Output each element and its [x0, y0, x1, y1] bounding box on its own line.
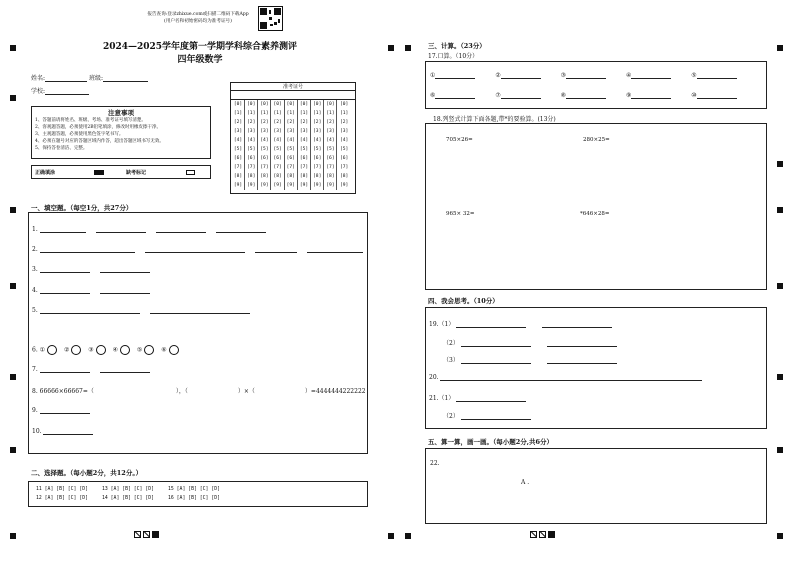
- exam-id-bubble[interactable]: [2]: [313, 120, 322, 125]
- choice-group[interactable]: 15 [A] [B] [C] [D]: [168, 487, 220, 492]
- slash-box-icon: [143, 531, 150, 538]
- exam-id-bubble[interactable]: [2]: [299, 120, 309, 125]
- exam-id-bubble[interactable]: [4]: [233, 138, 243, 143]
- notes-box: [31, 106, 211, 159]
- exam-id-bubble[interactable]: [9]: [339, 183, 349, 188]
- q7-row: [32, 366, 160, 373]
- exam-id-bubble[interactable]: [5]: [247, 147, 256, 152]
- exam-id-bubble[interactable]: [2]: [273, 120, 282, 125]
- section5-box: [425, 448, 767, 524]
- exam-id-bubble[interactable]: [0]: [233, 102, 243, 107]
- exam-id-bubble[interactable]: [7]: [247, 165, 256, 170]
- q4-row: [32, 287, 160, 294]
- oral-item-label: ④: [625, 72, 632, 79]
- exam-id-bubble[interactable]: [9]: [260, 183, 269, 188]
- solid-box-icon: [548, 531, 555, 538]
- exam-id-column: [324, 100, 337, 190]
- q21-label: （2）: [443, 413, 459, 420]
- answer-blank[interactable]: [456, 395, 526, 402]
- exam-id-bubble[interactable]: [5]: [260, 147, 269, 152]
- q3-row: [32, 266, 160, 273]
- answer-blank[interactable]: [100, 266, 150, 273]
- alignment-mark: [777, 447, 783, 453]
- exam-id-bubble[interactable]: [8]: [326, 174, 335, 179]
- answer-blank[interactable]: [461, 357, 531, 364]
- exam-id-column: [311, 100, 324, 190]
- exam-id-bubble[interactable]: [5]: [339, 147, 349, 152]
- answer-blank[interactable]: [40, 226, 86, 233]
- calc-item: 965× 32=: [446, 211, 475, 217]
- q8-mid1: ），（: [175, 388, 188, 395]
- q2-row: [32, 246, 373, 253]
- exam-id-bubble[interactable]: [1]: [260, 111, 269, 116]
- q19-label: 19.（1）: [429, 321, 455, 328]
- exam-id-bubble[interactable]: [8]: [260, 174, 269, 179]
- q18-label: 18.列竖式计算下面各题,带*的要验算。(13分): [433, 114, 559, 123]
- report-notice-line1: 报告查询:登录zhixue.com或扫描二维码下载App: [147, 12, 249, 17]
- exam-id-bubble[interactable]: [3]: [233, 129, 243, 134]
- exam-id-bubble[interactable]: [8]: [233, 174, 243, 179]
- answer-blank[interactable]: [145, 246, 245, 253]
- oral-calc-box: [425, 61, 767, 109]
- answer-blank[interactable]: [40, 307, 140, 314]
- q6-item-label: ③: [88, 346, 94, 354]
- exam-id-bubble[interactable]: [3]: [286, 129, 295, 134]
- q6-item-label: ①: [39, 346, 46, 354]
- choice-group[interactable]: 13 [A] [B] [C] [D]: [102, 487, 154, 492]
- answer-blank[interactable]: [40, 407, 90, 414]
- exam-id-bubble[interactable]: [0]: [260, 102, 269, 107]
- answer-blank[interactable]: [547, 340, 617, 347]
- oral-item-label: ①: [430, 72, 436, 79]
- answer-blank[interactable]: [40, 266, 90, 273]
- exam-id-bubble[interactable]: [4]: [313, 138, 322, 143]
- notes-item: 3、主观题答题，必须使用黑色签字笔书写。: [35, 132, 124, 137]
- q8-row: [32, 386, 366, 395]
- answer-blank[interactable]: [461, 413, 531, 420]
- q6-item-label: ②: [63, 346, 70, 354]
- alignment-mark: [10, 533, 16, 539]
- answer-blank[interactable]: [156, 226, 206, 233]
- alignment-mark: [405, 45, 411, 51]
- exam-id-bubble[interactable]: [5]: [273, 147, 282, 152]
- q19-label: （2）: [443, 340, 459, 347]
- section3-title: 三、计算。（23分）: [428, 42, 486, 50]
- q8-start: 8. 66666×66667=（: [32, 388, 94, 395]
- exam-id-bubble[interactable]: [4]: [260, 138, 269, 143]
- exam-id-bubble[interactable]: [2]: [326, 120, 335, 125]
- answer-blank[interactable]: [150, 307, 250, 314]
- answer-blank[interactable]: [255, 246, 297, 253]
- exam-id-bubble[interactable]: [5]: [299, 147, 309, 152]
- exam-id-column: [298, 100, 311, 190]
- q6-item-label: ⑥: [161, 346, 167, 354]
- q5-row: [32, 307, 260, 314]
- student-info-row1: [31, 73, 158, 82]
- answer-blank[interactable]: [697, 92, 737, 99]
- alignment-mark: [777, 374, 783, 380]
- exam-id-column: [272, 100, 285, 190]
- exam-id-bubble[interactable]: [1]: [339, 111, 349, 116]
- answer-blank[interactable]: [631, 92, 671, 99]
- exam-id-bubble[interactable]: [6]: [247, 156, 256, 161]
- answer-blank[interactable]: [307, 246, 363, 253]
- exam-id-bubble[interactable]: [9]: [299, 183, 309, 188]
- absent-mark-box[interactable]: [186, 170, 195, 175]
- answer-blank[interactable]: [100, 366, 150, 373]
- q19-label: （3）: [443, 357, 459, 364]
- q19-row: [443, 355, 627, 364]
- exam-id-bubble[interactable]: [8]: [247, 174, 256, 179]
- exam-id-bubble[interactable]: [2]: [286, 120, 295, 125]
- answer-blank[interactable]: [461, 340, 531, 347]
- exam-id-column: [338, 100, 351, 190]
- exam-id-bubble[interactable]: [6]: [299, 156, 309, 161]
- exam-id-bubble[interactable]: [1]: [326, 111, 335, 116]
- exam-id-bubble[interactable]: [1]: [286, 111, 295, 116]
- exam-id-bubble[interactable]: [1]: [273, 111, 282, 116]
- section1-title: 一、填空题。（每空1分，共27分）: [31, 204, 133, 212]
- notes-title: 注意事项: [108, 109, 134, 117]
- exam-id-bubble[interactable]: [2]: [260, 120, 269, 125]
- exam-id-bubble[interactable]: [3]: [247, 129, 256, 134]
- alignment-mark: [777, 283, 783, 289]
- exam-id-bubble[interactable]: [1]: [313, 111, 322, 116]
- answer-blank[interactable]: [435, 92, 475, 99]
- answer-blank[interactable]: [40, 246, 135, 253]
- answer-blank[interactable]: [631, 72, 671, 79]
- exam-id-bubble[interactable]: [7]: [326, 165, 335, 170]
- exam-id-bubble[interactable]: [8]: [273, 174, 282, 179]
- exam-id-bubble[interactable]: [9]: [286, 183, 295, 188]
- exam-id-bubble[interactable]: [4]: [273, 138, 282, 143]
- slash-box-icon: [539, 531, 546, 538]
- exam-id-bubble[interactable]: [8]: [299, 174, 309, 179]
- exam-id-bubble[interactable]: [9]: [326, 183, 335, 188]
- page-marker: [530, 531, 555, 538]
- section2-title: 二、选择题。（每小题2分，共12分。）: [31, 469, 143, 477]
- exam-id-bubble[interactable]: [4]: [247, 138, 256, 143]
- answer-blank[interactable]: [43, 428, 93, 435]
- exam-id-bubble[interactable]: [2]: [247, 120, 256, 125]
- exam-id-bubble[interactable]: [3]: [339, 129, 349, 134]
- choice-group[interactable]: 11 [A] [B] [C] [D]: [36, 487, 88, 492]
- section2-box: [28, 481, 368, 507]
- answer-blank[interactable]: [456, 321, 526, 328]
- exam-id-bubble[interactable]: [0]: [313, 102, 322, 107]
- class-label: 班级:: [89, 75, 104, 82]
- calc-item: 280×25=: [583, 137, 610, 143]
- answer-blank[interactable]: [501, 72, 541, 79]
- exam-id-bubble[interactable]: [4]: [286, 138, 295, 143]
- exam-id-column: [245, 100, 258, 190]
- answer-blank[interactable]: [566, 72, 606, 79]
- q3-label: 3.: [32, 266, 38, 273]
- oral-item-label: ⑥: [430, 92, 436, 99]
- q6-item-label: ④: [112, 346, 118, 354]
- page-subtitle: 四年级数学: [177, 55, 223, 65]
- calc-item: 705×26=: [446, 137, 473, 143]
- q6-row: [32, 345, 184, 355]
- exam-id-bubble[interactable]: [6]: [326, 156, 335, 161]
- choice-row: [36, 487, 234, 492]
- exam-id-bubble[interactable]: [8]: [339, 174, 349, 179]
- exam-id-bubble[interactable]: [6]: [313, 156, 322, 161]
- q19-row: [429, 319, 622, 328]
- q10-label: 10.: [32, 428, 42, 435]
- section5-title: 五、算一算，画一画。（每小题2分,共6分）: [428, 438, 554, 446]
- alignment-mark: [777, 533, 783, 539]
- calc-item: *646×28=: [580, 211, 610, 217]
- vertical-calc-box: [425, 116, 767, 290]
- alignment-mark: [405, 533, 411, 539]
- exam-id-bubble[interactable]: [5]: [233, 147, 243, 152]
- compare-circle[interactable]: [144, 345, 154, 355]
- notes-item: 4、必须在题号对应的答题区域内作答，超出答题区域书写无效。: [35, 139, 164, 144]
- q9-label: 9.: [32, 407, 38, 414]
- alignment-mark: [777, 161, 783, 167]
- alignment-mark: [10, 447, 16, 453]
- compare-circle[interactable]: [169, 345, 179, 355]
- q21-row: [443, 411, 541, 420]
- exam-id-bubble[interactable]: [0]: [247, 102, 256, 107]
- oral-item-label: ⑤: [691, 72, 697, 79]
- alignment-mark: [10, 45, 16, 51]
- exam-id-bubble[interactable]: [0]: [326, 102, 335, 107]
- q20-row: [429, 374, 712, 381]
- answer-blank[interactable]: [542, 321, 612, 328]
- exam-id-column: [232, 100, 245, 190]
- exam-id-bubble[interactable]: [7]: [286, 165, 295, 170]
- exam-id-bubble[interactable]: [5]: [326, 147, 335, 152]
- section4-box: [425, 307, 767, 429]
- choice-group[interactable]: 12 [A] [B] [C] [D]: [36, 496, 88, 501]
- point-a-label: A .: [521, 479, 530, 486]
- oral-item-label: ⑧: [560, 92, 567, 99]
- exam-id-bubble[interactable]: [7]: [233, 165, 243, 170]
- answer-blank[interactable]: [96, 226, 146, 233]
- answer-blank[interactable]: [547, 357, 617, 364]
- q8-mid2: ）×（: [237, 388, 255, 395]
- class-field[interactable]: [103, 75, 148, 82]
- exam-id-bubble[interactable]: [1]: [233, 111, 243, 116]
- compare-circle[interactable]: [96, 345, 106, 355]
- section4-title: 四、我会思考。（10分）: [428, 297, 499, 305]
- exam-id-bubble[interactable]: [7]: [313, 165, 322, 170]
- q21-label: 21.（1）: [429, 395, 455, 402]
- exam-id-bubble[interactable]: [5]: [313, 147, 322, 152]
- answer-blank[interactable]: [440, 374, 702, 381]
- oral-row: [430, 92, 747, 99]
- answer-blank[interactable]: [100, 287, 150, 294]
- exam-id-bubble[interactable]: [8]: [286, 174, 295, 179]
- exam-id-bubble[interactable]: [4]: [326, 138, 335, 143]
- exam-id-bubble[interactable]: [3]: [299, 129, 309, 134]
- exam-id-bubble[interactable]: [6]: [286, 156, 295, 161]
- q19-row: [443, 338, 627, 347]
- exam-id-bubble[interactable]: [6]: [339, 156, 349, 161]
- exam-id-bubble[interactable]: [3]: [313, 129, 322, 134]
- exam-id-bubble[interactable]: [6]: [233, 156, 243, 161]
- alignment-mark: [777, 45, 783, 51]
- exam-id-bubble[interactable]: [9]: [233, 183, 243, 188]
- exam-id-bubble[interactable]: [6]: [260, 156, 269, 161]
- answer-blank[interactable]: [40, 287, 90, 294]
- exam-id-bubble[interactable]: [3]: [273, 129, 282, 134]
- q2-label: 2.: [32, 246, 38, 253]
- exam-id-bubble[interactable]: [3]: [260, 129, 269, 134]
- q10-row: [32, 428, 103, 435]
- answer-blank[interactable]: [216, 226, 266, 233]
- exam-id-bubble[interactable]: [3]: [326, 129, 335, 134]
- q1-row: [32, 226, 276, 233]
- exam-id-bubble[interactable]: [9]: [313, 183, 322, 188]
- section1-box: [28, 212, 368, 454]
- absent-mark-label: 缺考标记: [126, 170, 147, 176]
- exam-id-bubble[interactable]: [0]: [286, 102, 295, 107]
- report-notice-line2: (用户名和初始密码均为准考证号): [164, 19, 232, 24]
- q5-label: 5.: [32, 307, 38, 314]
- slash-box-icon: [530, 531, 537, 538]
- answer-blank[interactable]: [40, 366, 90, 373]
- exam-id-column: [258, 100, 271, 190]
- exam-id-bubble[interactable]: [2]: [339, 120, 349, 125]
- answer-blank[interactable]: [435, 72, 475, 79]
- oral-row: [430, 72, 747, 79]
- exam-id-bubble[interactable]: [9]: [247, 183, 256, 188]
- notes-item: 1、答题前请将姓名、班级、考场、准考证号填写清楚。: [35, 118, 146, 123]
- name-field[interactable]: [45, 75, 87, 82]
- exam-id-bubble[interactable]: [0]: [273, 102, 282, 107]
- q8-end: ）=4444444222222: [304, 388, 366, 395]
- q21-row: [429, 393, 536, 402]
- school-label: 学校:: [31, 88, 46, 95]
- fill-correct-label: 正确填涂: [35, 170, 56, 176]
- notes-item: 5、保持答卷清洁、完整。: [35, 146, 88, 151]
- exam-id-column: [285, 100, 298, 190]
- q22-label: 22.: [430, 460, 440, 467]
- page-title: 2024—2025学年度第一学期学科综合素养测评: [102, 42, 298, 52]
- fill-legend-box: [31, 165, 211, 179]
- alignment-mark: [10, 95, 16, 101]
- q6-item-label: ⑤: [136, 346, 143, 354]
- school-field[interactable]: [45, 88, 89, 95]
- exam-id-bubble[interactable]: [5]: [286, 147, 295, 152]
- exam-id-bubble[interactable]: [1]: [299, 111, 309, 116]
- compare-circle[interactable]: [120, 345, 130, 355]
- exam-id-label: 准考证号: [231, 83, 355, 91]
- alignment-mark: [388, 45, 394, 51]
- report-notice: [142, 11, 254, 25]
- alignment-mark: [10, 283, 16, 289]
- exam-id-bubble[interactable]: [0]: [339, 102, 349, 107]
- exam-id-bubble[interactable]: [6]: [273, 156, 282, 161]
- compare-circle[interactable]: [71, 345, 81, 355]
- qr-code-icon: [258, 6, 283, 31]
- alignment-mark: [388, 533, 394, 539]
- exam-id-bubble[interactable]: [0]: [299, 102, 309, 107]
- q7-label: 7.: [32, 366, 38, 373]
- solid-box-icon: [152, 531, 159, 538]
- name-label: 姓名:: [31, 75, 46, 82]
- choice-group[interactable]: 14 [A] [B] [C] [D]: [102, 496, 154, 501]
- exam-id-bubble[interactable]: [8]: [313, 174, 322, 179]
- exam-id-bubble[interactable]: [7]: [299, 165, 309, 170]
- oral-item-label: ⑨: [625, 92, 632, 99]
- choice-group[interactable]: 16 [A] [B] [C] [D]: [168, 496, 220, 501]
- answer-blank[interactable]: [566, 92, 606, 99]
- q4-label: 4.: [32, 287, 38, 294]
- alignment-mark: [10, 374, 16, 380]
- q6-label: 6.: [32, 346, 38, 354]
- exam-id-bubble[interactable]: [2]: [233, 120, 243, 125]
- exam-id-bubble[interactable]: [7]: [260, 165, 269, 170]
- page-marker: [134, 531, 159, 538]
- student-info-row2: [31, 86, 99, 95]
- exam-id-bubble[interactable]: [1]: [247, 111, 256, 116]
- q17-label: 17.口算。（10分）: [428, 53, 479, 60]
- q9-row: [32, 407, 100, 414]
- slash-box-icon: [134, 531, 141, 538]
- exam-id-bubble[interactable]: [4]: [339, 138, 349, 143]
- answer-blank[interactable]: [501, 92, 541, 99]
- filled-bubble-icon: [94, 170, 104, 175]
- exam-id-bubble[interactable]: [7]: [273, 165, 282, 170]
- alignment-mark: [777, 207, 783, 213]
- exam-id-bubble[interactable]: [9]: [273, 183, 282, 188]
- exam-id-bubble[interactable]: [4]: [299, 138, 309, 143]
- q20-label: 20.: [429, 374, 439, 381]
- exam-id-bubble[interactable]: [7]: [339, 165, 349, 170]
- oral-item-label: ⑦: [495, 92, 501, 99]
- alignment-mark: [10, 207, 16, 213]
- q1-label: 1.: [32, 226, 38, 233]
- notes-item: 2、客观题答题，必须使用2B铅笔填涂，修改时用橡皮擦干净。: [35, 125, 162, 130]
- oral-item-label: ⑩: [691, 92, 697, 99]
- compare-circle[interactable]: [47, 345, 57, 355]
- oral-item-label: ②: [495, 72, 501, 79]
- choice-row: [36, 496, 234, 501]
- answer-blank[interactable]: [697, 72, 737, 79]
- oral-item-label: ③: [560, 72, 567, 79]
